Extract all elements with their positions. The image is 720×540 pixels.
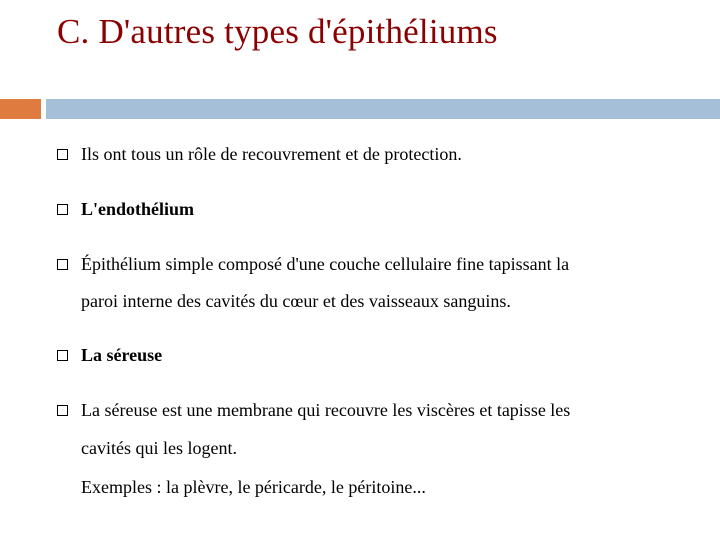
bullet-text: Épithélium simple composé d'une couche cellulaire fine tapissant la bbox=[81, 254, 570, 274]
bullet-text-continued: cavités qui les logent. bbox=[81, 438, 237, 458]
header-accent-bar bbox=[0, 99, 41, 119]
bullet-heading: La séreuse bbox=[81, 345, 163, 365]
bullet-text: La séreuse est une membrane qui recouvre les viscères et tapisse les bbox=[81, 400, 571, 420]
header-bar bbox=[46, 99, 720, 119]
slide-title: C. D'autres types d'épithéliums bbox=[57, 12, 498, 51]
bullet-text-continued: paroi interne des cavités du cœur et des vaisseaux sanguins. bbox=[81, 291, 511, 311]
square-bullet-icon bbox=[57, 259, 68, 270]
examples-text: Exemples : la plèvre, le péricarde, le péritoine... bbox=[81, 477, 426, 497]
square-bullet-icon bbox=[57, 149, 68, 160]
square-bullet-icon bbox=[57, 405, 68, 416]
bullet-text: Ils ont tous un rôle de recouvrement et de protection. bbox=[81, 144, 462, 164]
square-bullet-icon bbox=[57, 204, 68, 215]
square-bullet-icon bbox=[57, 350, 68, 361]
bullet-heading: L'endothélium bbox=[81, 199, 195, 219]
